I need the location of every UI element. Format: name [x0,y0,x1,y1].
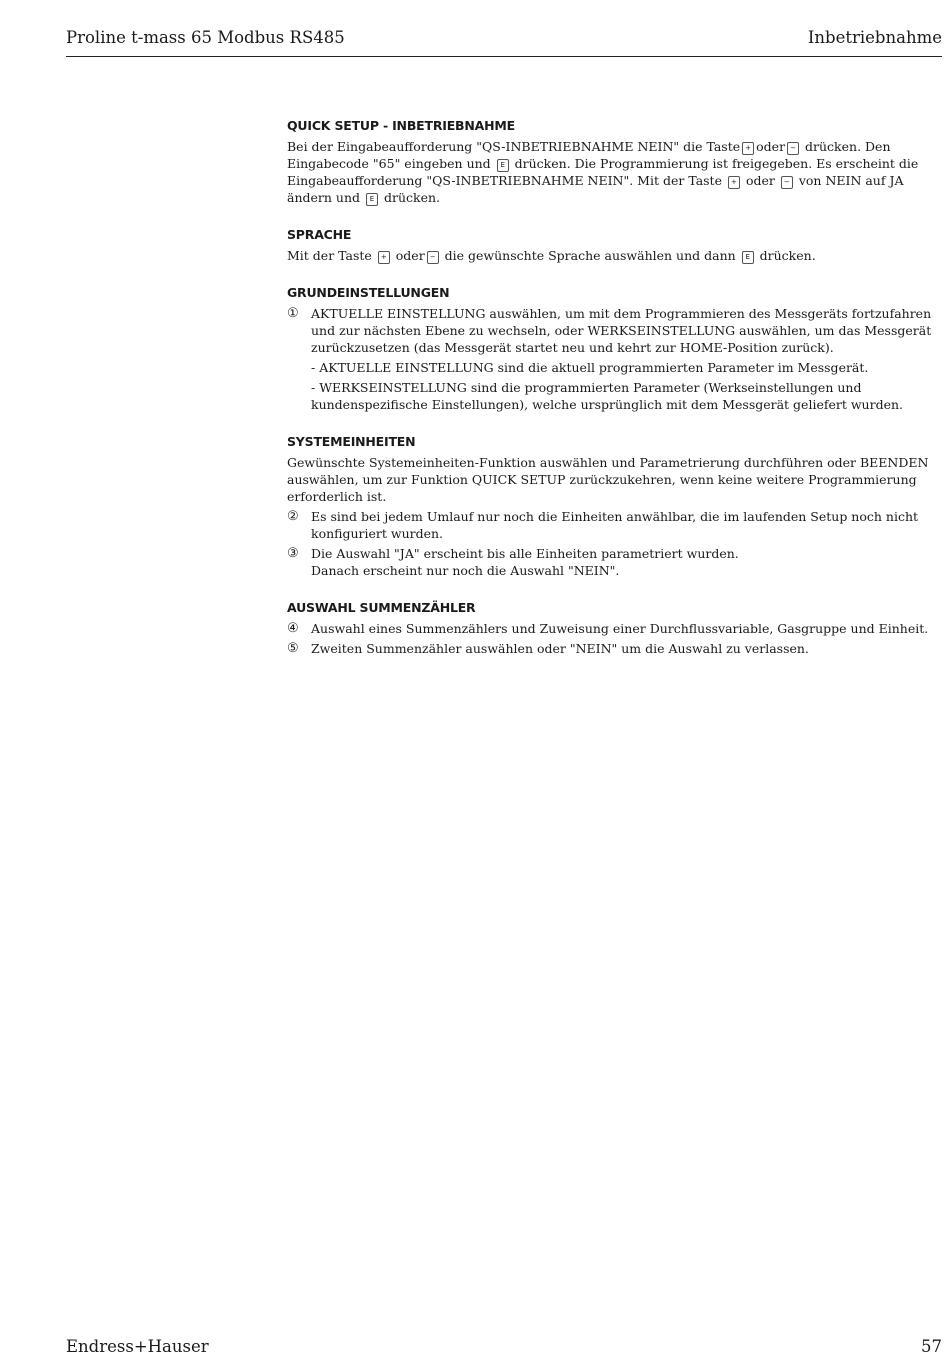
systemeinheiten-intro: Gewünschte Systemeinheiten-Funktion auswählen und Parametrierung durchführen oder BEENDEN auswählen, um zur Funktion QUICK SETUP zurückzukehren, wenn keine weitere Programmierung erforderlich ist. [287,455,929,504]
summenzaehler-heading: AUSWAHL SUMMENZÄHLER [287,600,476,615]
list-item [287,305,942,356]
text-fragment: die gewünschte Sprache auswählen und dann [444,248,736,263]
grundeinstellungen-heading: GRUNDEINSTELLUNGEN [287,285,450,300]
quick-setup-paragraph [287,138,942,206]
step-number: ① [287,306,299,321]
text-fragment: drücken. [759,248,816,263]
step-text: Danach erscheint nur noch die Auswahl "NEIN". [311,563,620,578]
sub-item: - WERKSEINSTELLUNG sind die programmierten Parameter (Werkseinstellungen und kundenspezifische Einstellungen), welche ursprünglich mit dem Messgerät geliefert wurden. [311,380,903,412]
section-summenzaehler [287,599,942,657]
text-fragment: Mit der Taste [287,248,372,263]
brand-name: Endress+Hauser [66,1337,209,1356]
section-systemeinheiten [287,433,942,579]
text-fragment: drücken. Die Programmierung ist freigegeben. Es erscheint die Eingabeaufforderung "QS-INBETRIEBNAHME NEIN". Mit der Taste [287,156,919,188]
document-title: Proline t-mass 65 Modbus RS485 [66,28,345,47]
enter-key-icon: E [497,159,509,172]
sprache-heading: SPRACHE [287,227,352,242]
plus-key-icon: + [378,251,390,264]
section-title: Inbetriebnahme [807,28,942,47]
section-quick-setup [287,117,942,206]
list-item [287,640,942,657]
quick-setup-heading: QUICK SETUP - INBETRIEBNAHME [287,118,515,133]
text-fragment: oder [395,248,425,263]
minus-key-icon: − [787,142,799,155]
enter-key-icon: E [366,193,378,206]
step-number: ② [287,509,299,524]
list-item [287,545,942,579]
page-content [287,117,942,677]
page-number: 57 [921,1337,942,1356]
text-fragment: oder [756,139,786,154]
text-fragment: drücken. Den Eingabecode "65" eingeben und [287,139,891,171]
step-text: Auswahl eines Summenzählers und Zuweisung einer Durchflussvariable, Gasgruppe und Einheit. [311,621,929,636]
step-number: ⑤ [287,641,299,656]
plus-key-icon: + [742,142,754,155]
sub-item: - AKTUELLE EINSTELLUNG sind die aktuell programmierten Parameter im Messgerät. [311,360,869,375]
text-fragment: Bei der Eingabeaufforderung "QS-INBETRIEBNAHME NEIN" die Taste [287,139,741,154]
sprache-paragraph [287,247,942,264]
list-item [287,620,942,637]
section-grundeinstellungen [287,284,942,413]
step-text: Die Auswahl "JA" erscheint bis alle Einheiten parametriert wurden. [311,546,739,561]
plus-key-icon: + [728,176,740,189]
enter-key-icon: E [742,251,754,264]
text-fragment: von NEIN auf JA ändern und [287,173,904,205]
section-sprache [287,226,942,264]
step-text: Zweiten Summenzähler auswählen oder "NEIN" um die Auswahl zu verlassen. [311,641,809,656]
step-number: ④ [287,621,299,636]
list-item [287,508,942,542]
step-text: AKTUELLE EINSTELLUNG auswählen, um mit dem Programmieren des Messgeräts fortzufahren und zur nächsten Ebene zu wechseln, oder WERKSEINSTELLUNG auswählen, um das Messgerät zurückzusetzen (das Messgerät startet neu und kehrt zur HOME-Position zurück). [311,306,932,355]
text-fragment: drücken. [383,190,441,205]
systemeinheiten-heading: SYSTEMEINHEITEN [287,434,416,449]
minus-key-icon: − [427,251,439,264]
minus-key-icon: − [781,176,793,189]
step-text: Es sind bei jedem Umlauf nur noch die Einheiten anwählbar, die im laufenden Setup noch nicht konfiguriert wurden. [311,509,919,541]
page-header [66,26,942,57]
text-fragment: oder [745,173,775,188]
step-number: ③ [287,546,299,561]
